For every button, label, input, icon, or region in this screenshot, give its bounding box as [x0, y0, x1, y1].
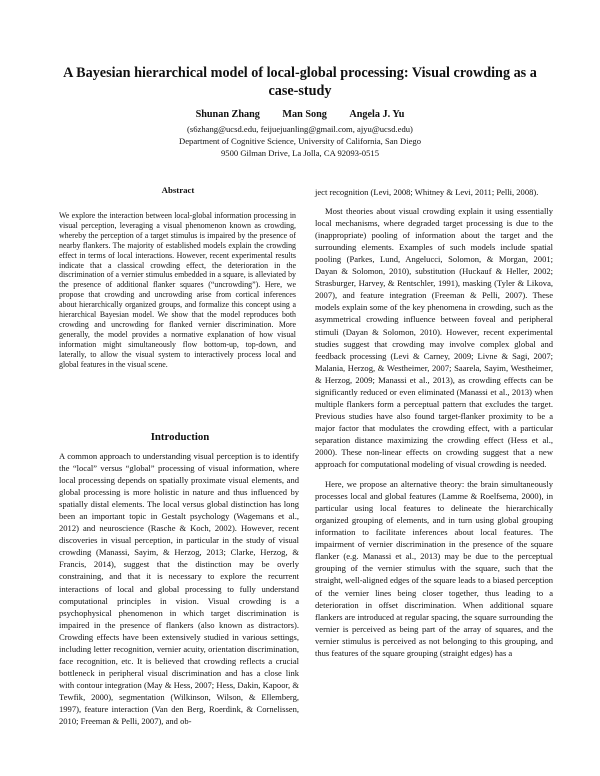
- abstract-body: [59, 211, 296, 370]
- paragraph-continuation: ject recognition (Levi, 2008; Whitney & Levi, 2011; Pelli, 2008).: [315, 187, 539, 197]
- section-heading-introduction: Introduction: [150, 431, 210, 443]
- right-column: [315, 186, 553, 659]
- paragraph: Most theories about visual crowding explain it using essentially local mechanisms, where degraded target processing is due to the (inappropriate) pooling of information about the target and the surrounding elements. Examples of such models include spatial pooling (Parkes, Lund, Angelucci, Solomon, & Morgan, 2001; Dayan & Solomon, 2010), substitution (Huckauf & Heller, 2002; Strasburger, Harvey, & Rentschler, 1991), masking (Tyler & Likova, 2007), and feature integration (Freeman & Pelli, 2007). These models explain some of the key phenomena in crowding, such as the asymmetrical crowding influence between foveal and peripheral stimuli (Dayan & Solomon, 2010). However, recent experimental studies suggest that crowding may involve complex global and feedback processing (Levi & Carney, 2009; Livne & Sagi, 2007; Malania, Herzog, & Westheimer, 2007; Saarela, Sayim, Westheimer, & Herzog, 2009; Manassi et al., 2013), as crowding effects can be significantly reduced or even eliminated (Manassi et al., 2013) when multiple flankers form a perceptual pattern that excludes the target. Previous studies have also found target-flanker proximity to be a major factor that modulates the crowding effect, with a particular separation distance maximizing the crowding effect (Hess et al., 2000). These non-linear effects on crowding suggest that a new approach for computational modeling of visual crowding is needed.: [315, 206, 553, 470]
- abstract-heading: Abstract: [161, 185, 195, 195]
- affiliation-address: 9500 Gilman Drive, La Jolla, CA 92093-0515: [220, 148, 379, 158]
- author-emails: (s6zhang@ucsd.edu, feijuejuanling@gmail.com, ajyu@ucsd.edu): [187, 124, 413, 134]
- author-list: [60, 108, 540, 121]
- author-name: Man Song: [282, 109, 327, 120]
- author-name: Shunan Zhang: [195, 109, 260, 120]
- introduction-body: [59, 450, 299, 727]
- paper-title: A Bayesian hierarchical model of local-global processing: Visual crowding as a case-study: [63, 65, 537, 99]
- abstract-text: We explore the interaction between local-global information processing in visual perception, leveraging a visual phenomenon known as crowding, whereby the perception of a target stimulus is impaired by the presence of nearby flankers. The majority of established models explain the crowding effect in terms of local interactions. However, recent experimental results indicate that a classical crowding effect, the deterioration in the discrimination of a vernier stimulus embedded in a square, is alleviated by the presence of additional flanker squares (“uncrowding”). Here, we propose that crowding and uncrowding arise from cortical inferences about hierarchically organized groups, and formalize this concept using a hierarchical Bayesian model. We show that the model reproduces both crowding and uncrowding for flanked vernier discrimination. More generally, the model provides a normative explanation of how visual information might simultaneously flow bottom-up, top-down, and laterally, to allow the visual system to interactively process local and global features in the visual scene.: [59, 211, 296, 369]
- paragraph: Here, we propose an alternative theory: the brain simultaneously processes local and global features (Lamme & Roelfsema, 2000), in particular using local features to delineate the hierarchically organized grouping of elements, and in turn using global grouping information to facilitate inferences about local features. The impairment of vernier discrimination in the presence of the square flanker (e.g. Manassi et al., 2013) may be due to the perceptual grouping of the vernier stimulus with the square, such that the straight, well-aligned edges of the square leads to a biased perception of the vernier lines being closer together, thus leading to a deterioration in offset discrimination. When additional square flankers are introduced at regular spacing, the square surrounding the vernier is perceived as being part of the array of squares, and the vernier stimulus is perceived as not belonging to this grouping, and thus features of the square grouping (straight edges) has a: [315, 479, 553, 658]
- author-name: Angela J. Yu: [349, 109, 405, 120]
- affiliation-department: Department of Cognitive Science, University of California, San Diego: [179, 136, 421, 146]
- paragraph: A common approach to understanding visual perception is to identify the “local” versus “global” processing of visual information, where local processing depends on spatially proximate visual elements, and global processing is more holistic in nature and thus influenced by spatially distal elements. The local versus global distinction has long been an important topic in Gestalt psychology (Wagemans et al., 2012) and neuroscience (Rasche & Koch, 2002). However, recent discoveries in visual perception, in particular in the study of visual crowding (Manassi, Sayim, & Herzog, 2013; Clarke, Herzog, & Francis, 2014), suggest that the distinction may be overly constraining, and that it is necessary to explore the recurrent interactions of local and global processing to fully understand computational principles in vision. Visual crowding is a psychophysical phenomenon in which target discrimination is impaired in the presence of flankers (also known as distractors). Crowding effects have been extensively studied in various settings, including letter recognition, vernier acuity, orientation discrimination, face recognition, etc. It is believed that crowding reflects a crucial bottleneck in peripheral visual discrimination and has a close link with contour integration (May & Hess, 2007; Hess, Dakin, Kapoor, & Tewfik, 2000), segmentation (Wilkinson, Wilson, & Ellemberg, 1997), feature interaction (Van den Berg, Roerdink, & Cornelissen, 2010; Freeman & Pelli, 2007), and ob-: [59, 451, 299, 727]
